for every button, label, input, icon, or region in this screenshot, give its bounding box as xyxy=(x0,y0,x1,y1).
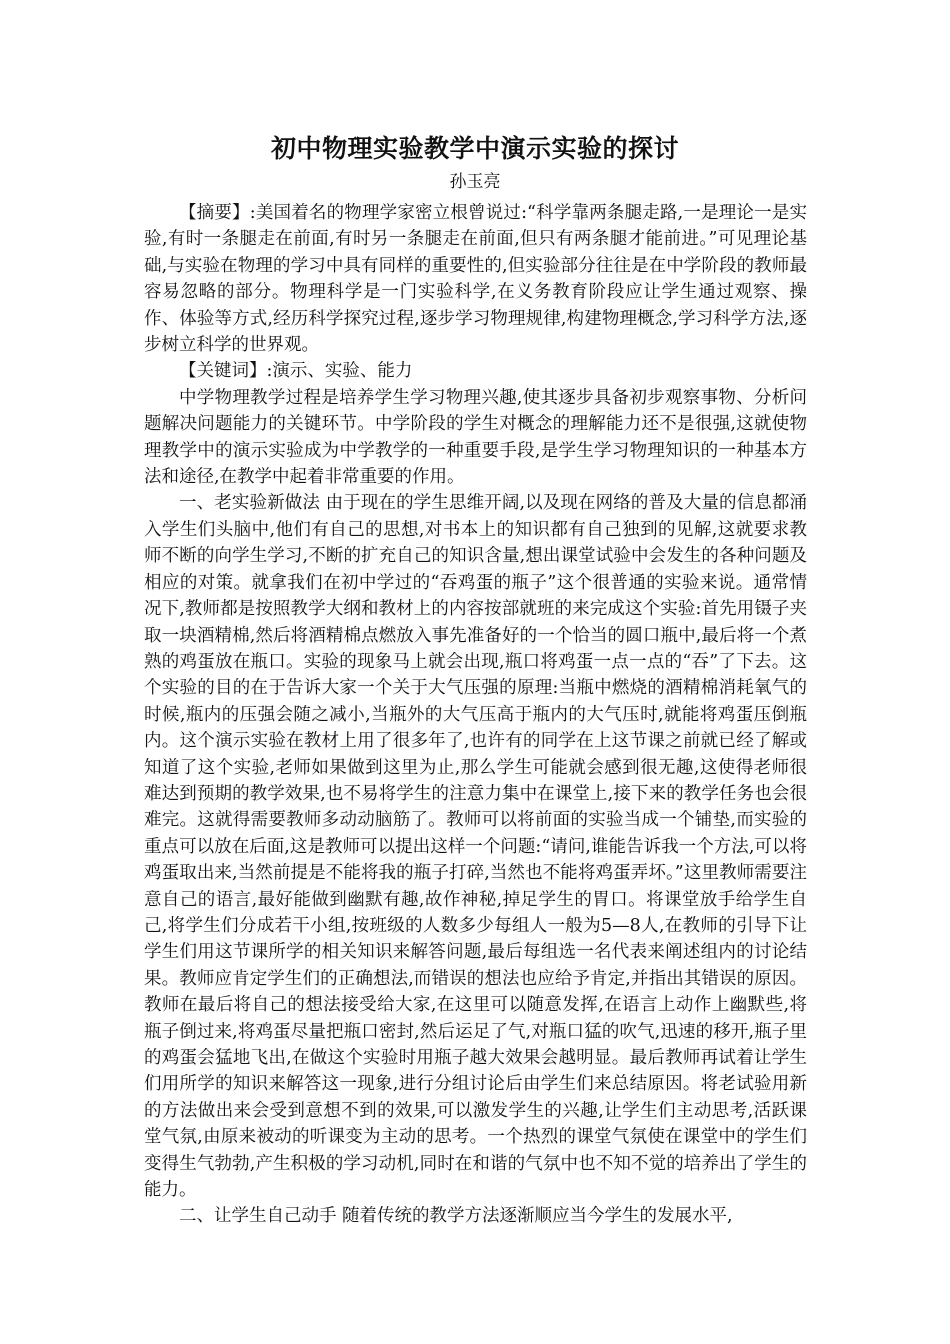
body-paragraph-section-1: 一、老实验新做法 由于现在的学生思维开阔,以及现在网络的普及大量的信息都涌入学生们头脑中,他们有自己的思想,对书本上的知识都有自己独到的见解,这就要求教师不断的向学生学习,不断的扩充自己的知识含量,想出课堂试验中会发生的各种问题及相应的对策。就拿我们在初中学过的“吞鸡蛋的瓶子”这个很普通的实验来说。通常情况下,教师都是按照教学大纲和教材上的内容按部就班的来完成这个实验:首先用镊子夹取一块酒精棉,然后将酒精棉点燃放入事先准备好的一个恰当的圆口瓶中,最后将一个煮熟的鸡蛋放在瓶口。实验的现象马上就会出现,瓶口将鸡蛋一点一点的“吞”了下去。这个实验的目的在于告诉大家一个关于大气压强的原理:当瓶中燃烧的酒精棉消耗氧气的时候,瓶内的压强会随之减小,当瓶外的大气压高于瓶内的大气压时,就能将鸡蛋压倒瓶内。这个演示实验在教材上用了很多年了,也许有的同学在上这节课之前就已经了解或知道了这个实验,老师如果做到这里为止,那么学生可能就会感到很无趣,这使得老师很难达到预期的教学效果,也不易将学生的注意力集中在课堂上,接下来的教学任务也会很难完。这就得需要教师多动动脑筋了。教师可以将前面的实验当成一个铺垫,而实验的重点可以放在后面,这是教师可以提出这样一个问题:“请问,谁能告诉我一个方法,可以将鸡蛋取出来,当然前提是不能将我的瓶子打碎,当然也不能将鸡蛋弄坏。”这里教师需要注意自己的语言,最好能做到幽默有趣,故作神秘,掉足学生的胃口。将课堂放手给学生自己,将学生们分成若干小组,按班级的人数多少每组人一般为5—8人,在教师的引导下让学生们用这节课所学的相关知识来解答问题,最后每组选一名代表来阐述组内的讨论结果。教师应肯定学生们的正确想法,而错误的想法也应给予肯定,并指出其错误的原因。教师在最后将自己的想法接受给大家,在这里可以随意发挥,在语言上动作上幽默些,将瓶子倒过来,将鸡蛋尽量把瓶口密封,然后运足了气,对瓶口猛的吹气,迅速的移开,瓶子里的鸡蛋会猛地飞出,在做这个实验时用瓶子越大效果会越明显。最后教师再试着让学生们用所学的知识来解答这一现象,进行分组讨论后由学生们来总结原因。将老试验用新的方法做出来会受到意想不到的效果,可以激发学生的兴趣,让学生们主动思考,活跃课堂气氛,由原来被动的听课变为主动的思考。一个热烈的课堂气氛使在课堂中的学生们变得生气勃勃,产生积极的学习动机,同时在和谐的气氛中也不知不觉的培养出了学生的能力。 xyxy=(144,493,807,1201)
abstract-paragraph xyxy=(144,200,807,358)
keywords-line xyxy=(144,358,807,384)
author-name: 孙玉亮 xyxy=(449,172,501,192)
keywords-label: 【关键词】 xyxy=(179,361,267,382)
document-body xyxy=(144,200,807,1230)
abstract-label: 【摘要】 xyxy=(179,203,250,223)
abstract-text: :美国着名的物理学家密立根曾说过:“科学靠两条腿走路,一是理论一是实验,有时一条腿走在前面,有时另一条腿走在前面,但只有两条腿才能前进。”可见理论基础,与实验在物理的学习中具有同样的重要性的,但实验部分往往是在中学阶段的教师最容易忽略的部分。物理科学是一门实验科学,在义务教育阶段应让学生通过观察、操作、体验等方式,经历科学探究过程,逐步学习物理规律,构建物理概念,学习科学方法,逐步树立科学的世界观。 xyxy=(144,203,807,356)
keywords-text: :演示、实验、能力 xyxy=(266,361,413,382)
body-paragraph-section-2: 二、让学生自己动手 随着传统的教学方法逐渐顺应当今学生的发展水平, xyxy=(179,1206,733,1227)
page-title: 初中物理实验教学中演示实验的探讨 xyxy=(270,134,679,163)
body-paragraph-intro: 中学物理教学过程是培养学生学习物理兴趣,使其逐步具备初步观察事物、分析问题解决问题能力的关键环节。中学阶段的学生对概念的理解能力还不是很强,这就使物理教学中的演示实验成为中学教学的一种重要手段,是学生学习物理知识的一种基本方法和途径,在教学中起着非常重要的作用。 xyxy=(144,387,807,488)
